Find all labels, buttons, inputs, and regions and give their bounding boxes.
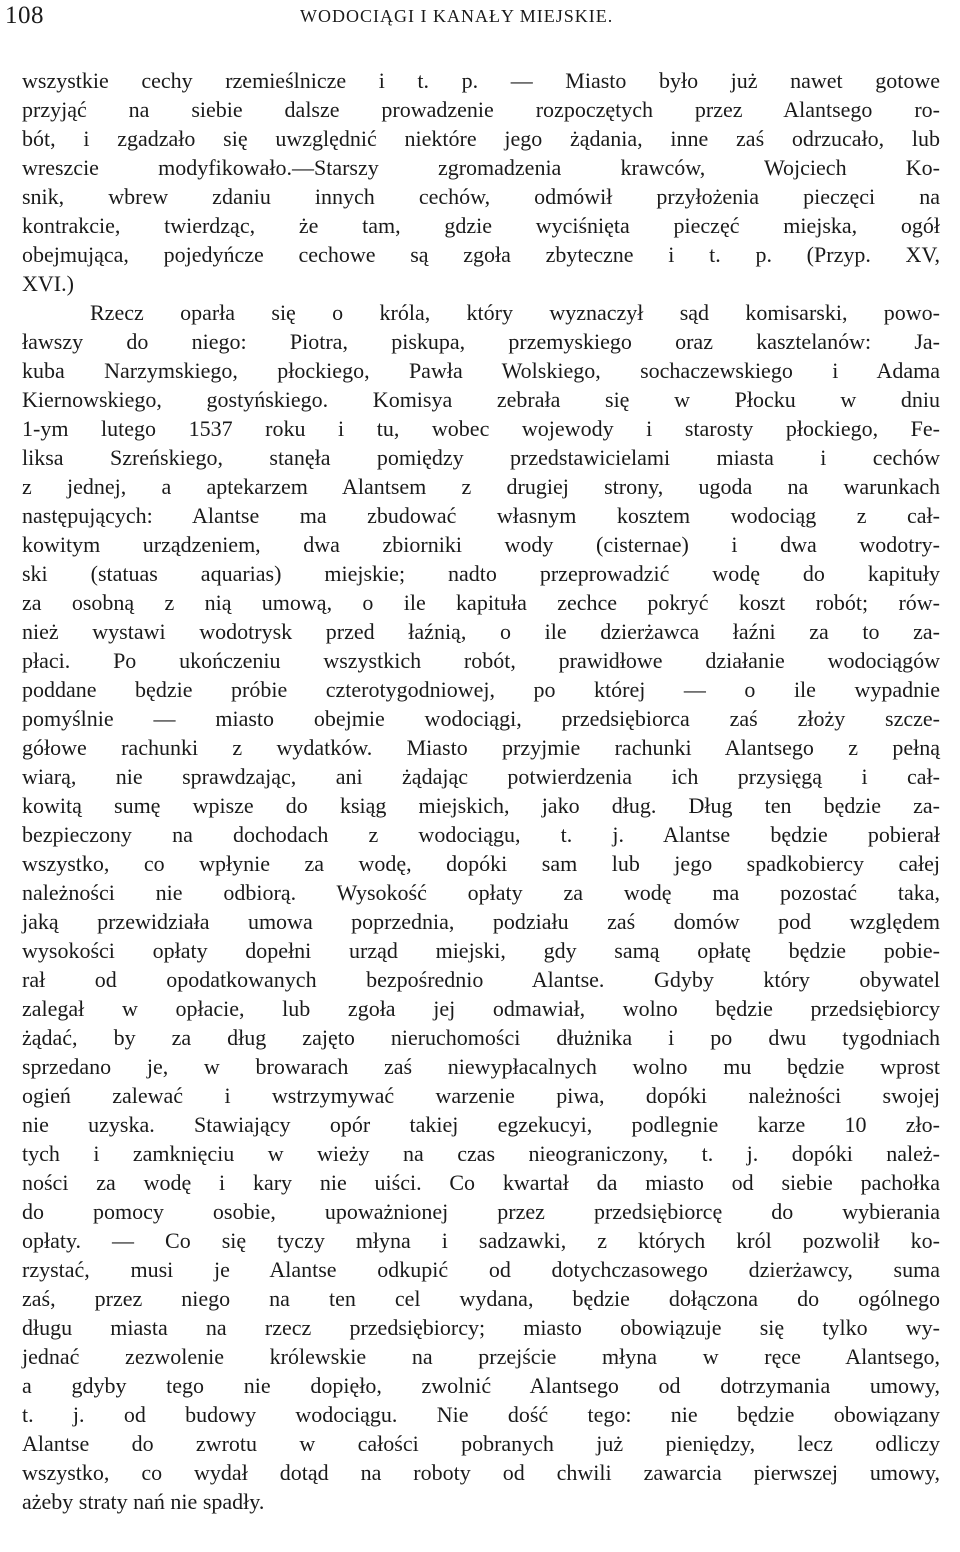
text-line: nież wystawi wodotrysk przed łaźnią, o ile dzierżawca łaźni za to za- — [22, 619, 940, 644]
text-line: ażeby straty nań nie spadły. — [22, 1489, 265, 1514]
text-line: obejmująca, pojedyńcze cechowe są zgoła zbyteczne i t. p. (Przyp. XV, — [22, 242, 940, 267]
text-line: jednać zezwolenie królewskie na przejście młyna w ręce Alantsego, — [22, 1344, 940, 1369]
text-line: ławszy do niego: Piotra, piskupa, przemyskiego oraz kasztelanów: Ja- — [22, 329, 940, 354]
text-line: wiarą, nie sprawdzając, ani żądając potwierdzenia ich przysięgą i cał- — [22, 764, 940, 789]
running-head — [5, 2, 940, 42]
text-line: bezpieczony na dochodach z wodociągu, t. j. Alantse będzie pobierał — [22, 822, 940, 847]
text-line: wszystko, co wpłynie za wodę, dopóki sam lub jego spadkobiercy całej — [22, 851, 940, 876]
text-line: sprzedano je, w browarach zaś niewypłacalnych wolno mu będzie wprost — [22, 1054, 940, 1079]
page-number: 108 — [5, 2, 44, 29]
text-line: długu miasta na rzecz przedsiębiorcy; miasto obowiązuje się tylko wy- — [22, 1315, 940, 1340]
text-line: ogień zalewać i wstrzymywać warzenie piwa, dopóki należności swojej — [22, 1083, 940, 1108]
text-line: płaci. Po ukończeniu wszystkich robót, prawidłowe działanie wodociągów — [22, 648, 940, 673]
text-line: wreszcie modyfikowało.—Starszy zgromadzenia krawców, Wojciech Ko- — [22, 155, 940, 180]
running-title: WODOCIĄGI I KANAŁY MIEJSKIE. — [300, 6, 614, 26]
text-line: bót, i zgadzało się uwzględnić niektóre jego żądania, inne zaś odrzucało, lub — [22, 126, 940, 151]
text-line: ski (statuas aquarias) miejskie; nadto przeprowadzić wodę do kapituły — [22, 561, 940, 586]
text-line: rzystać, musi je Alantse odkupić od dotychczasowego dzierżawcy, suma — [22, 1257, 940, 1282]
book-page — [5, 0, 940, 1552]
text-line: kuba Narzymskiego, płockiego, Pawła Wolskiego, sochaczewskiego i Adama — [22, 358, 940, 383]
text-line: 1-ym lutego 1537 roku i tu, wobec wojewody i starosty płockiego, Fe- — [22, 416, 940, 441]
text-line: XVI.) — [22, 271, 74, 296]
text-line: wysokości opłaty dopełni urząd miejski, gdy samą opłatę będzie pobie- — [22, 938, 940, 963]
text-line: Kiernowskiego, gostyńskiego. Komisya zebrała się w Płocku w dniu — [22, 387, 940, 412]
text-line: wszystko, co wydał dotąd na roboty od chwili zawarcia pierwszej umowy, — [22, 1460, 940, 1485]
text-line: snik, wbrew zdaniu innych cechów, odmówił przyłożenia pieczęci na — [22, 184, 940, 209]
text-line: rał od opodatkowanych bezpośrednio Alantse. Gdyby który obywatel — [22, 967, 940, 992]
text-line: kowitym urządzeniem, dwa zbiorniki wody (cisternae) i dwa wodotry- — [22, 532, 940, 557]
text-line: gółowe rachunki z wydatków. Miasto przyjmie rachunki Alantsego z pełną — [22, 735, 940, 760]
text-line: wszystkie cechy rzemieślnicze i t. p. — Miasto było już nawet gotowe — [22, 68, 940, 93]
text-line: Rzecz oparła się o króla, który wyznaczył sąd komisarski, powo- — [90, 300, 940, 325]
text-line: liksa Szreńskiego, stanęła pomiędzy przedstawicielami miasta i cechów — [22, 445, 940, 470]
text-line: Alantse do zwrotu w całości pobranych już pieniędzy, lecz odliczy — [22, 1431, 940, 1456]
text-line: ności za wodę i kary nie uiści. Co kwartał da miasto od siebie pachołka — [22, 1170, 940, 1195]
text-line: a gdyby tego nie dopięło, zwolnić Alantsego od dotrzymania umowy, — [22, 1373, 940, 1398]
text-line: za osobną z nią umową, o ile kapituła zechce pokryć koszt robót; rów- — [22, 590, 940, 615]
text-line: do pomocy osobie, upoważnionej przez przedsiębiorcę do wybierania — [22, 1199, 940, 1224]
text-line: t. j. od budowy wodociągu. Nie dość tego: nie będzie obowiązany — [22, 1402, 940, 1427]
text-line: poddane będzie próbie czterotygodniowej, po której — o ile wypadnie — [22, 677, 940, 702]
text-line: opłaty. — Co się tyczy młyna i sadzawki, z których król pozwolił ko- — [22, 1228, 940, 1253]
text-line: przyjąć na siebie dalsze prowadzenie rozpoczętych przez Alantsego ro- — [22, 97, 940, 122]
text-line: zalegał w opłacie, lub zgoła jej odmawiał, wolno będzie przedsiębiorcy — [22, 996, 940, 1021]
text-line: należności nie odbiorą. Wysokość opłaty za wodę ma pozostać taka, — [22, 880, 940, 905]
text-line: pomyślnie — miasto obejmie wodociągi, przedsiębiorca zaś złoży szcze- — [22, 706, 940, 731]
text-line: kowitą sumę wpisze do ksiąg miejskich, jako dług. Dług ten będzie za- — [22, 793, 940, 818]
text-line: następujących: Alantse ma zbudować własnym kosztem wodociąg z cał- — [22, 503, 940, 528]
text-line: jaką przewidziała umowa poprzednia, podziału zaś domów pod względem — [22, 909, 940, 934]
body-text — [22, 66, 940, 1516]
text-line: kontrakcie, twierdząc, że tam, gdzie wyciśnięta pieczęć miejska, ogół — [22, 213, 940, 238]
text-line: żądać, by za dług zajęto nieruchomości dłużnika i po dwu tygodniach — [22, 1025, 940, 1050]
text-line: z jednej, a aptekarzem Alantsem z drugiej strony, ugoda na warunkach — [22, 474, 940, 499]
text-line: tych i zamknięciu w wieży na czas nieograniczony, t. j. dopóki należ- — [22, 1141, 940, 1166]
text-line: nie uzyska. Stawiający opór takiej egzekucyi, podlegnie karze 10 zło- — [22, 1112, 940, 1137]
text-line: zaś, przez niego na ten cel wydana, będzie dołączona do ogólnego — [22, 1286, 940, 1311]
